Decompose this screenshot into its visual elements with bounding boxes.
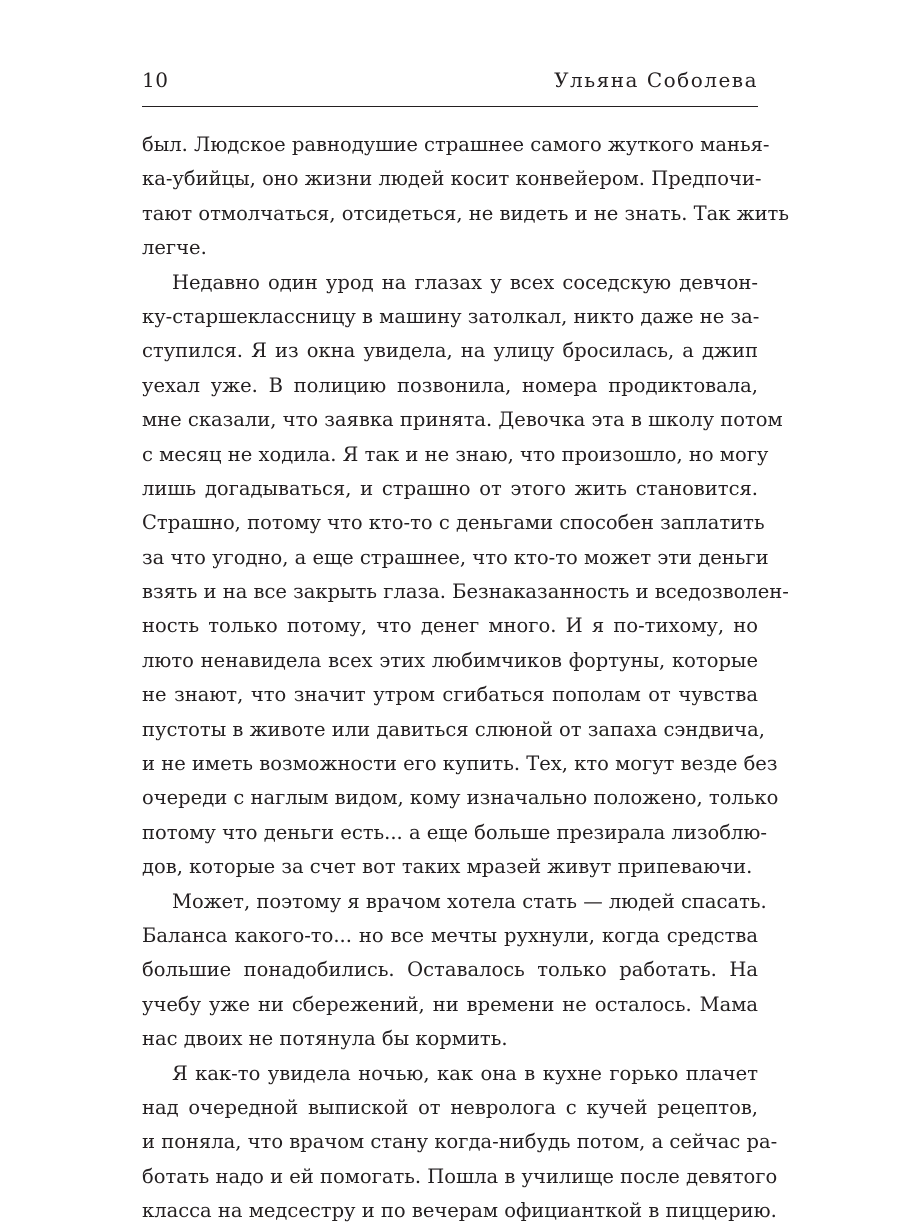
text-line: ступился. Я из окна увидела, на улицу бросилась, а джип — [142, 339, 758, 363]
text-line: мне сказали, что заявка принята. Девочка эта в школу потом — [142, 408, 783, 432]
text-line: нас двоих не потянула бы кормить. — [142, 1027, 508, 1051]
text-line: большие понадобились. Оставалось только работать. На — [142, 958, 758, 982]
text-line: ку-старшеклассницу в машину затолкал, никто даже не за- — [142, 304, 760, 328]
paragraph — [142, 885, 767, 1057]
text-line: тают отмолчаться, отсидеться, не видеть и не знать. Так жить — [142, 201, 789, 225]
text-line: Страшно, потому что кто-то с деньгами способен заплатить — [142, 511, 765, 535]
text-line: легче. — [142, 236, 207, 260]
text-line: за что угодно, а еще страшнее, что кто-то может эти деньги — [142, 545, 769, 569]
text-line: и не иметь возможности его купить. Тех, кто могут везде без — [142, 752, 778, 776]
text-line: Может, поэтому я врачом хотела стать — людей спасать. — [172, 889, 767, 913]
text-line: класса на медсестру и по вечерам официанткой в пиццерию. — [142, 1199, 777, 1223]
header-rule — [142, 106, 758, 107]
text-line: не знают, что значит утром сгибаться пополам от чувства — [142, 683, 758, 707]
paragraph — [142, 128, 789, 266]
text-line: дов, которые за счет вот таких мразей живут припеваючи. — [142, 855, 753, 879]
paragraph — [142, 1057, 778, 1229]
text-line: пустоты в животе или давиться слюной от запаха сэндвича, — [142, 717, 765, 741]
text-line: лишь догадываться, и страшно от этого жить становится. — [142, 476, 758, 500]
paragraph — [142, 266, 789, 885]
text-line: ботать надо и ей помогать. Пошла в училище после девятого — [142, 1164, 778, 1188]
text-line: уехал уже. В полицию позвонила, номера продиктовала, — [142, 373, 758, 397]
running-head-author: Ульяна Соболева — [554, 68, 758, 92]
text-line: Баланса какого-то... но все мечты рухнули, когда средства — [142, 923, 758, 947]
text-line: над очередной выпиской от невролога с кучей рецептов, — [142, 1095, 758, 1119]
text-line: люто ненавидела всех этих любимчиков фортуны, которые — [142, 648, 758, 672]
body-text — [142, 128, 789, 1229]
text-line: очереди с наглым видом, кому изначально положено, только — [142, 786, 779, 810]
page-header — [142, 62, 758, 102]
text-line: Я как-то увидела ночью, как она в кухне горько плачет — [172, 1061, 758, 1085]
text-line: и поняла, что врачом стану когда-нибудь потом, а сейчас ра- — [142, 1130, 778, 1154]
text-line: Недавно один урод на глазах у всех соседскую девчон- — [172, 270, 758, 294]
text-line: учебу уже ни сбережений, ни времени не осталось. Мама — [142, 992, 758, 1016]
text-line: ка-убийцы, оно жизни людей косит конвейером. Предпочи- — [142, 167, 762, 191]
text-line: с месяц не ходила. Я так и не знаю, что произошло, но могу — [142, 442, 769, 466]
page-number: 10 — [142, 68, 169, 92]
text-line: ность только потому, что денег много. И я по-тихому, но — [142, 614, 758, 638]
text-line: был. Людское равнодушие страшнее самого жуткого манья- — [142, 133, 770, 156]
text-line: потому что деньги есть... а еще больше презирала лизоблю- — [142, 820, 767, 844]
text-line: взять и на все закрыть глаза. Безнаказанность и вседозволен- — [142, 580, 789, 604]
